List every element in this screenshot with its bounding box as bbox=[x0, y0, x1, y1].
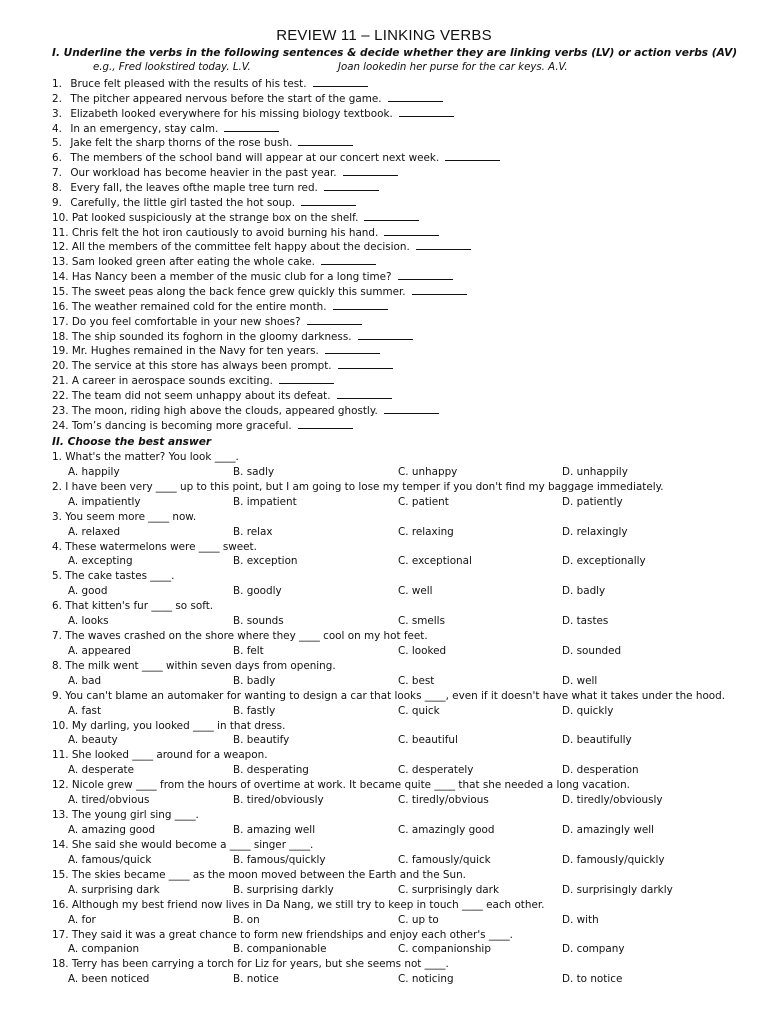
section-1-heading: I. Underline the verbs in the following sentences & decide whether they are linking verbs (LV) or action verbs (AV) bbox=[52, 47, 738, 59]
answer-blank[interactable] bbox=[384, 226, 439, 236]
sentence-number: 11. bbox=[52, 226, 69, 239]
question-item bbox=[52, 689, 752, 719]
section-2-heading: II. Choose the best answer bbox=[52, 436, 212, 448]
sentence-number: 17. bbox=[52, 315, 69, 328]
answer-options bbox=[52, 733, 752, 748]
answer-blank[interactable] bbox=[298, 136, 353, 146]
answer-option-b[interactable]: B. famous/quickly bbox=[233, 853, 326, 866]
answer-option-b[interactable]: B. sounds bbox=[233, 615, 284, 628]
sentence-number: 12. bbox=[52, 241, 69, 254]
answer-option-a[interactable]: A. good bbox=[68, 585, 108, 598]
sentence-item bbox=[52, 122, 752, 137]
answer-option-a[interactable]: A. appeared bbox=[68, 644, 131, 657]
question-stem: 12. Nicole grew ____ from the hours of overtime at work. It became quite ____ that she needed a long vacation. bbox=[52, 779, 630, 792]
sentence-number: 2. bbox=[52, 92, 62, 105]
answer-option-d[interactable]: D. tastes bbox=[562, 615, 609, 628]
answer-option-c[interactable]: C. beautiful bbox=[398, 734, 458, 747]
sentence-number: 16. bbox=[52, 300, 69, 313]
sentence-text: Do you feel comfortable in your new shoes? bbox=[71, 315, 301, 328]
sentence-number: 23. bbox=[52, 404, 69, 417]
answer-options bbox=[52, 465, 752, 480]
sentence-item bbox=[52, 344, 752, 359]
question-item bbox=[52, 480, 752, 510]
answer-option-d[interactable]: D. relaxingly bbox=[562, 525, 628, 538]
answer-option-d[interactable]: D. beautifully bbox=[562, 734, 632, 747]
sentence-item bbox=[52, 285, 752, 300]
sentence-number: 20. bbox=[52, 360, 69, 373]
sentence-number: 15. bbox=[52, 286, 69, 299]
answer-options bbox=[52, 525, 752, 540]
sentence-item bbox=[52, 77, 752, 92]
answer-option-b[interactable]: B. relax bbox=[233, 525, 273, 538]
question-stem: 17. They said it was a great chance to form new friendships and enjoy each other's ____. bbox=[52, 928, 513, 941]
answer-option-b[interactable]: B. notice bbox=[233, 973, 279, 986]
question-stem: 6. That kitten's fur ____ so soft. bbox=[52, 600, 214, 613]
answer-options bbox=[52, 614, 752, 629]
answer-option-c[interactable]: C. noticing bbox=[398, 973, 454, 986]
answer-blank[interactable] bbox=[313, 77, 368, 87]
answer-option-b[interactable]: B. companionable bbox=[233, 943, 327, 956]
sentence-item bbox=[52, 419, 752, 434]
answer-option-a[interactable]: A. impatiently bbox=[68, 495, 141, 508]
answer-options bbox=[52, 584, 752, 599]
sentence-number: 14. bbox=[52, 271, 69, 284]
answer-blank[interactable] bbox=[307, 315, 362, 325]
sentence-item bbox=[52, 389, 752, 404]
sentence-number: 13. bbox=[52, 256, 69, 269]
question-item bbox=[52, 719, 752, 749]
answer-blank[interactable] bbox=[337, 389, 392, 399]
answer-option-d[interactable]: D. exceptionally bbox=[562, 555, 646, 568]
answer-option-c[interactable]: C. quick bbox=[398, 704, 440, 717]
sentence-text: The service at this store has always been prompt. bbox=[71, 360, 332, 373]
answer-blank[interactable] bbox=[388, 92, 443, 102]
answer-option-b[interactable]: B. felt bbox=[233, 644, 264, 657]
answer-option-c[interactable]: C. looked bbox=[398, 644, 447, 657]
answer-option-b[interactable]: B. beautify bbox=[233, 734, 290, 747]
answer-blank[interactable] bbox=[324, 181, 379, 191]
sentence-item bbox=[52, 92, 752, 107]
question-item bbox=[52, 599, 752, 629]
question-stem: 3. You seem more ____ now. bbox=[52, 510, 197, 523]
answer-option-d[interactable]: D. tiredly/obviously bbox=[562, 794, 663, 807]
question-item bbox=[52, 838, 752, 868]
answer-option-c[interactable]: C. desperately bbox=[398, 764, 474, 777]
question-item bbox=[52, 659, 752, 689]
answer-option-b[interactable]: B. exception bbox=[233, 555, 298, 568]
question-item bbox=[52, 928, 752, 958]
answer-blank[interactable] bbox=[325, 344, 380, 354]
answer-blank[interactable] bbox=[364, 211, 419, 221]
question-stem: 18. Terry has been carrying a torch for Liz for years, but she seems not ____. bbox=[52, 958, 449, 971]
answer-option-a[interactable]: A. happily bbox=[68, 465, 120, 478]
question-item bbox=[52, 569, 752, 599]
answer-options bbox=[52, 763, 752, 778]
answer-blank[interactable] bbox=[398, 270, 453, 280]
answer-option-c[interactable]: C. up to bbox=[398, 913, 439, 926]
question-stem: 4. These watermelons were ____ sweet. bbox=[52, 540, 257, 553]
answer-blank[interactable] bbox=[321, 255, 376, 265]
sentence-number: 1. bbox=[52, 78, 62, 90]
answer-blank[interactable] bbox=[279, 374, 334, 384]
sentence-item bbox=[52, 226, 752, 241]
question-stem: 13. The young girl sing ____. bbox=[52, 809, 199, 822]
answer-option-b[interactable]: B. on bbox=[233, 913, 260, 926]
answer-option-a[interactable]: A. fast bbox=[68, 704, 102, 717]
answer-option-a[interactable]: A. been noticed bbox=[68, 973, 150, 986]
question-item bbox=[52, 957, 752, 987]
sentence-number: 5. bbox=[52, 137, 62, 150]
answer-option-b[interactable]: B. fastly bbox=[233, 704, 276, 717]
example-action: Joan lookedin her purse for the car keys. A.V. bbox=[338, 62, 568, 73]
sentence-text: Tom’s dancing is becoming more graceful. bbox=[71, 419, 292, 432]
sentence-item bbox=[52, 181, 752, 196]
question-item bbox=[52, 540, 752, 570]
sentence-text: Sam looked green after eating the whole cake. bbox=[71, 256, 315, 269]
question-item bbox=[52, 450, 752, 480]
question-item bbox=[52, 629, 752, 659]
sentence-text: In an emergency, stay calm. bbox=[70, 122, 219, 135]
answer-option-d[interactable]: D. surprisingly darkly bbox=[562, 883, 673, 896]
sentence-item bbox=[52, 151, 752, 166]
sentence-item bbox=[52, 136, 752, 151]
answer-options bbox=[52, 883, 752, 898]
answer-option-c[interactable]: C. best bbox=[398, 674, 435, 687]
answer-options bbox=[52, 942, 752, 957]
sentence-text: Every fall, the leaves ofthe maple tree turn red. bbox=[70, 182, 318, 195]
answer-options bbox=[52, 913, 752, 928]
sentence-number: 19. bbox=[52, 345, 69, 358]
sentence-item bbox=[52, 255, 752, 270]
sentence-number: 3. bbox=[52, 107, 62, 120]
sentence-text: The pitcher appeared nervous before the start of the game. bbox=[70, 92, 382, 105]
sentence-item bbox=[52, 211, 752, 226]
answer-option-c[interactable]: C. companionship bbox=[398, 943, 491, 956]
sentence-number: 24. bbox=[52, 419, 69, 432]
answer-option-b[interactable]: B. goodly bbox=[233, 585, 282, 598]
sentence-number: 9. bbox=[52, 196, 62, 209]
answer-options bbox=[52, 674, 752, 689]
question-stem: 9. You can't blame an automaker for wanting to design a car that looks ____, even if it doesn't have what it takes under the hood. bbox=[52, 689, 726, 702]
answer-option-d[interactable]: D. unhappily bbox=[562, 465, 628, 478]
sentence-number: 22. bbox=[52, 390, 69, 403]
answer-blank[interactable] bbox=[333, 300, 388, 310]
sentence-text: Jake felt the sharp thorns of the rose bush. bbox=[70, 137, 293, 150]
answer-option-a[interactable]: A. amazing good bbox=[68, 824, 156, 837]
question-item bbox=[52, 748, 752, 778]
answer-option-a[interactable]: A. famous/quick bbox=[68, 853, 152, 866]
answer-blank[interactable] bbox=[298, 419, 353, 429]
sentence-text: The ship sounded its foghorn in the gloomy darkness. bbox=[71, 330, 352, 343]
sentence-text: The weather remained cold for the entire month. bbox=[71, 300, 327, 313]
sentence-number: 6. bbox=[52, 152, 62, 165]
answer-blank[interactable] bbox=[412, 285, 467, 295]
answer-options bbox=[52, 554, 752, 569]
answer-option-b[interactable]: B. tired/obviously bbox=[233, 794, 324, 807]
sentence-number: 21. bbox=[52, 375, 69, 388]
sentence-item bbox=[52, 240, 752, 255]
sentence-item bbox=[52, 374, 752, 389]
sentence-text: Carefully, the little girl tasted the hot soup. bbox=[70, 196, 296, 209]
answer-blank[interactable] bbox=[224, 122, 279, 132]
sentence-number: 8. bbox=[52, 182, 62, 195]
answer-option-c[interactable]: C. exceptional bbox=[398, 555, 472, 568]
worksheet-title: REVIEW 11 – LINKING VERBS bbox=[276, 27, 492, 44]
answer-option-d[interactable]: D. company bbox=[562, 943, 625, 956]
answer-option-b[interactable]: B. desperating bbox=[233, 764, 309, 777]
question-stem: 5. The cake tastes ____. bbox=[52, 570, 175, 583]
linking-verb-sentence-list bbox=[52, 77, 752, 434]
answer-blank[interactable] bbox=[416, 240, 471, 250]
answer-option-c[interactable]: C. unhappy bbox=[398, 465, 458, 478]
sentence-text: Elizabeth looked everywhere for his missing biology textbook. bbox=[70, 107, 393, 120]
question-stem: 14. She said she would become a ____ singer ____. bbox=[52, 838, 314, 851]
answer-option-c[interactable]: C. well bbox=[398, 585, 433, 598]
sentence-text: The sweet peas along the back fence grew quickly this summer. bbox=[71, 286, 406, 299]
answer-blank[interactable] bbox=[445, 151, 500, 161]
answer-option-a[interactable]: A. for bbox=[68, 913, 96, 926]
answer-option-a[interactable]: A. surprising dark bbox=[68, 883, 160, 896]
sentence-text: The moon, riding high above the clouds, appeared ghostly. bbox=[71, 404, 378, 417]
answer-options bbox=[52, 823, 752, 838]
question-stem: 10. My darling, you looked ____ in that dress. bbox=[52, 719, 286, 732]
question-stem: 7. The waves crashed on the shore where they ____ cool on my hot feet. bbox=[52, 630, 428, 643]
sentence-item bbox=[52, 404, 752, 419]
question-stem: 11. She looked ____ around for a weapon. bbox=[52, 749, 268, 762]
sentence-text: The members of the school band will appear at our concert next week. bbox=[70, 152, 440, 165]
answer-option-c[interactable]: C. surprisingly dark bbox=[398, 883, 499, 896]
answer-blank[interactable] bbox=[399, 107, 454, 117]
sentence-text: The team did not seem unhappy about its defeat. bbox=[71, 390, 331, 403]
sentence-number: 18. bbox=[52, 330, 69, 343]
answer-option-a[interactable]: A. relaxed bbox=[68, 525, 121, 538]
answer-options bbox=[52, 972, 752, 987]
sentence-item bbox=[52, 166, 752, 181]
sentence-number: 10. bbox=[52, 211, 69, 224]
sentence-number: 4. bbox=[52, 122, 62, 135]
answer-option-b[interactable]: B. impatient bbox=[233, 495, 297, 508]
answer-option-c[interactable]: C. smells bbox=[398, 615, 445, 628]
answer-option-a[interactable]: A. excepting bbox=[68, 555, 133, 568]
question-stem: 16. Although my best friend now lives in Da Nang, we still try to keep in touch ____ each other. bbox=[52, 898, 545, 911]
answer-options bbox=[52, 495, 752, 510]
answer-option-a[interactable]: A. beauty bbox=[68, 734, 118, 747]
sentence-text: All the members of the committee felt happy about the decision. bbox=[71, 241, 410, 254]
answer-blank[interactable] bbox=[384, 404, 439, 414]
sentence-item bbox=[52, 330, 752, 345]
answer-option-b[interactable]: B. badly bbox=[233, 674, 276, 687]
answer-option-c[interactable]: C. relaxing bbox=[398, 525, 454, 538]
question-item bbox=[52, 808, 752, 838]
sentence-text: Has Nancy been a member of the music club for a long time? bbox=[71, 271, 392, 284]
answer-options bbox=[52, 793, 752, 808]
sentence-number: 7. bbox=[52, 167, 62, 180]
sentence-item bbox=[52, 315, 752, 330]
answer-options bbox=[52, 644, 752, 659]
question-item bbox=[52, 510, 752, 540]
question-stem: 2. I have been very ____ up to this point, but I am going to lose my temper if you don't find my baggage immediately. bbox=[52, 480, 664, 493]
question-item bbox=[52, 778, 752, 808]
multiple-choice-question-list bbox=[52, 450, 752, 987]
answer-option-d[interactable]: D. well bbox=[562, 674, 598, 687]
answer-option-d[interactable]: D. amazingly well bbox=[562, 824, 654, 837]
question-stem: 15. The skies became ____ as the moon moved between the Earth and the Sun. bbox=[52, 868, 466, 881]
answer-option-d[interactable]: D. with bbox=[562, 913, 599, 926]
answer-option-d[interactable]: D. to notice bbox=[562, 973, 623, 986]
sentence-text: Pat looked suspiciously at the strange box on the shelf. bbox=[71, 211, 359, 224]
answer-option-c[interactable]: C. famously/quick bbox=[398, 853, 491, 866]
question-stem: 8. The milk went ____ within seven days from opening. bbox=[52, 659, 336, 672]
answer-option-a[interactable]: A. desperate bbox=[68, 764, 135, 777]
example-linking: e.g., Fred lookstired today. L.V. bbox=[93, 62, 251, 73]
answer-option-c[interactable]: C. tiredly/obvious bbox=[398, 794, 489, 807]
answer-blank[interactable] bbox=[358, 330, 413, 340]
answer-option-d[interactable]: D. badly bbox=[562, 585, 606, 598]
answer-option-a[interactable]: A. tired/obvious bbox=[68, 794, 150, 807]
answer-option-d[interactable]: D. famously/quickly bbox=[562, 853, 665, 866]
answer-option-d[interactable]: D. quickly bbox=[562, 704, 614, 717]
answer-blank[interactable] bbox=[301, 196, 356, 206]
answer-option-d[interactable]: D. patiently bbox=[562, 495, 623, 508]
answer-option-b[interactable]: B. sadly bbox=[233, 465, 275, 478]
question-item bbox=[52, 868, 752, 898]
answer-option-d[interactable]: D. desperation bbox=[562, 764, 639, 777]
answer-option-c[interactable]: C. patient bbox=[398, 495, 449, 508]
sentence-item bbox=[52, 270, 752, 285]
sentence-item bbox=[52, 107, 752, 122]
question-item bbox=[52, 898, 752, 928]
answer-option-b[interactable]: B. amazing well bbox=[233, 824, 316, 837]
answer-options bbox=[52, 853, 752, 868]
sentence-item bbox=[52, 300, 752, 315]
answer-options bbox=[52, 704, 752, 719]
answer-option-c[interactable]: C. amazingly good bbox=[398, 824, 495, 837]
sentence-text: Chris felt the hot iron cautiously to avoid burning his hand. bbox=[71, 226, 379, 239]
question-stem: 1. What's the matter? You look ____. bbox=[52, 451, 239, 463]
sentence-text: Bruce felt pleased with the results of his test. bbox=[70, 78, 307, 90]
answer-option-a[interactable]: A. companion bbox=[68, 943, 140, 956]
answer-option-a[interactable]: A. looks bbox=[68, 615, 109, 628]
answer-blank[interactable] bbox=[338, 359, 393, 369]
sentence-text: Mr. Hughes remained in the Navy for ten years. bbox=[71, 345, 319, 358]
sentence-text: A career in aerospace sounds exciting. bbox=[71, 375, 273, 388]
sentence-text: Our workload has become heavier in the past year. bbox=[70, 167, 337, 180]
answer-blank[interactable] bbox=[343, 166, 398, 176]
answer-option-a[interactable]: A. bad bbox=[68, 674, 102, 687]
sentence-item bbox=[52, 196, 752, 211]
answer-option-d[interactable]: D. sounded bbox=[562, 644, 622, 657]
answer-option-b[interactable]: B. surprising darkly bbox=[233, 883, 334, 896]
sentence-item bbox=[52, 359, 752, 374]
